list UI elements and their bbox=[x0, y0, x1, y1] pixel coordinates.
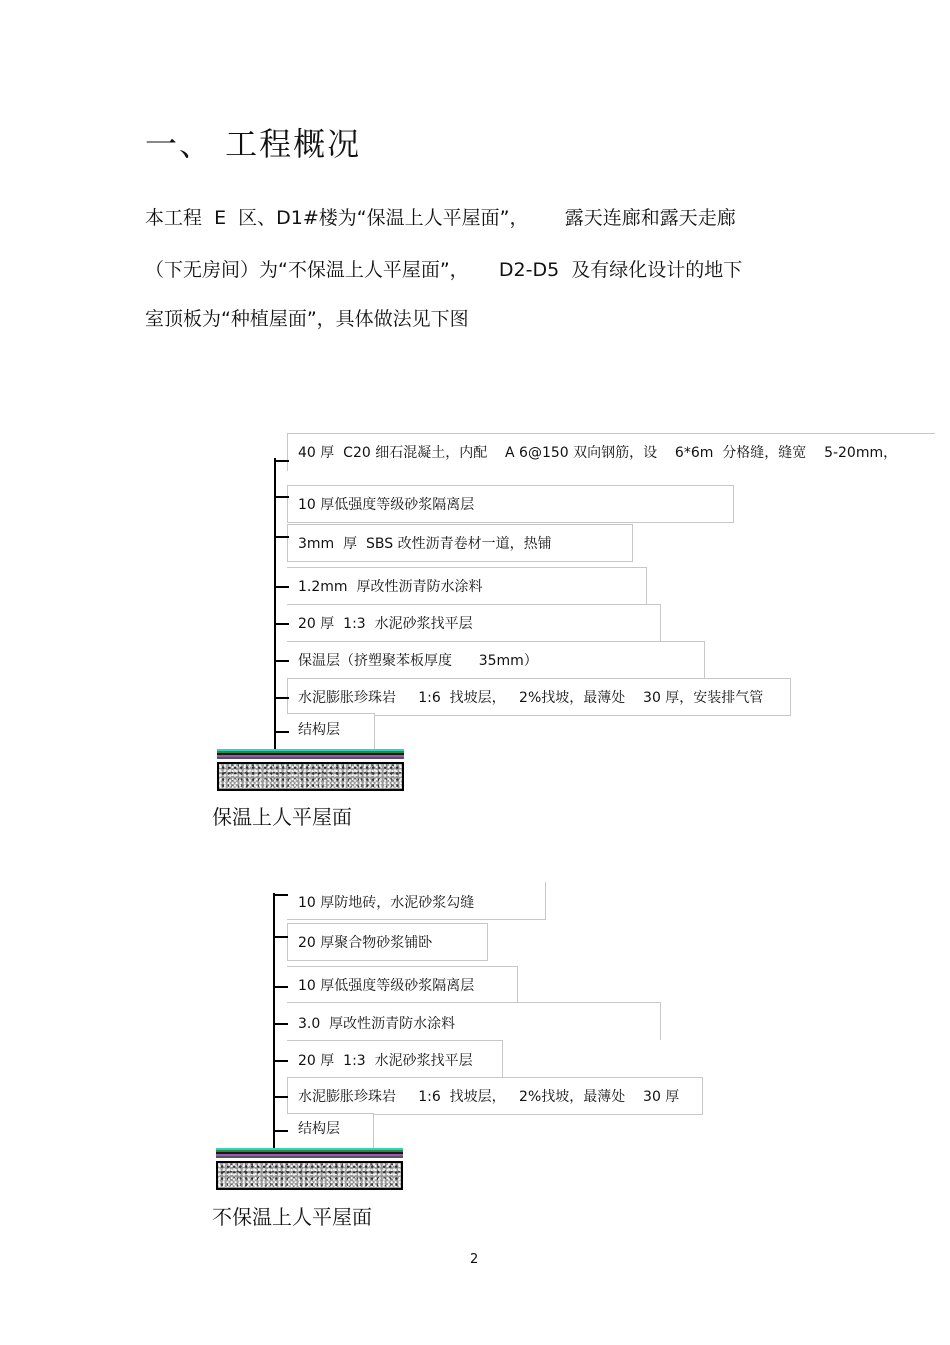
section-heading: 一、 工程概况 bbox=[145, 125, 362, 163]
leader-tick bbox=[275, 496, 289, 498]
leader-tick bbox=[275, 660, 289, 662]
leader-tick bbox=[274, 936, 288, 938]
leader-line bbox=[274, 458, 276, 750]
leader-tick bbox=[275, 536, 289, 538]
layer-label: 水泥膨胀珍珠岩 1:6 找坡层， 2%找坡，最薄处 30 厚，安装排气管 bbox=[298, 690, 764, 706]
layer-label: 10 厚低强度等级砂浆隔离层 bbox=[298, 497, 475, 513]
stripe bbox=[216, 1156, 403, 1158]
leader-tick bbox=[275, 460, 289, 462]
layer-label: 3mm 厚 SBS 改性沥青卷材一道，热铺 bbox=[298, 536, 552, 552]
leader-tick bbox=[275, 586, 289, 588]
leader-line bbox=[273, 893, 275, 1149]
leader-tick bbox=[274, 894, 288, 896]
leader-tick bbox=[274, 1096, 288, 1098]
diagram-caption: 不保温上人平屋面 bbox=[212, 1205, 372, 1229]
leader-tick bbox=[274, 1130, 288, 1132]
layer-label: 20 厚 1:3 水泥砂浆找平层 bbox=[298, 1053, 473, 1069]
stripe bbox=[217, 757, 404, 759]
layer-stripes bbox=[217, 749, 404, 759]
layer-label: 10 厚防地砖，水泥砂浆勾缝 bbox=[298, 895, 475, 911]
leader-tick bbox=[275, 731, 289, 733]
structural-slab bbox=[217, 762, 404, 791]
paragraph-line: 本工程 E 区、D1#楼为“保温上人平屋面”， 露天连廊和露天走廊 bbox=[145, 207, 736, 229]
layer-label: 10 厚低强度等级砂浆隔离层 bbox=[298, 978, 475, 994]
leader-tick bbox=[275, 697, 289, 699]
layer-label: 水泥膨胀珍珠岩 1:6 找坡层， 2%找坡，最薄处 30 厚 bbox=[298, 1089, 680, 1105]
diagram-caption: 保温上人平屋面 bbox=[212, 805, 352, 829]
paragraph-line: 室顶板为“种植屋面”，具体做法见下图 bbox=[145, 308, 469, 330]
leader-tick bbox=[274, 1060, 288, 1062]
layer-label: 40 厚 C20 细石混凝土，内配 A 6@150 双向钢筋，设 6*6m 分格缝，缝宽 5-20mm， bbox=[298, 445, 898, 461]
layer-label: 3.0 厚改性沥青防水涂料 bbox=[298, 1016, 456, 1032]
paragraph-line: （下无房间）为“不保温上人平屋面”， D2-D5 及有绿化设计的地下 bbox=[145, 259, 743, 281]
layer-label: 20 厚聚合物砂浆铺卧 bbox=[298, 935, 433, 951]
structural-slab bbox=[216, 1161, 403, 1190]
layer-stripes bbox=[216, 1148, 403, 1158]
layer-label: 20 厚 1:3 水泥砂浆找平层 bbox=[298, 616, 473, 632]
leader-tick bbox=[275, 623, 289, 625]
layer-label: 结构层 bbox=[298, 1121, 340, 1137]
leader-tick bbox=[274, 986, 288, 988]
layer-label: 结构层 bbox=[298, 722, 340, 738]
layer-label: 保温层（挤塑聚苯板厚度 35mm） bbox=[298, 653, 538, 669]
page-number: 2 bbox=[470, 1252, 479, 1267]
layer-label: 1.2mm 厚改性沥青防水涂料 bbox=[298, 579, 483, 595]
leader-tick bbox=[274, 1023, 288, 1025]
